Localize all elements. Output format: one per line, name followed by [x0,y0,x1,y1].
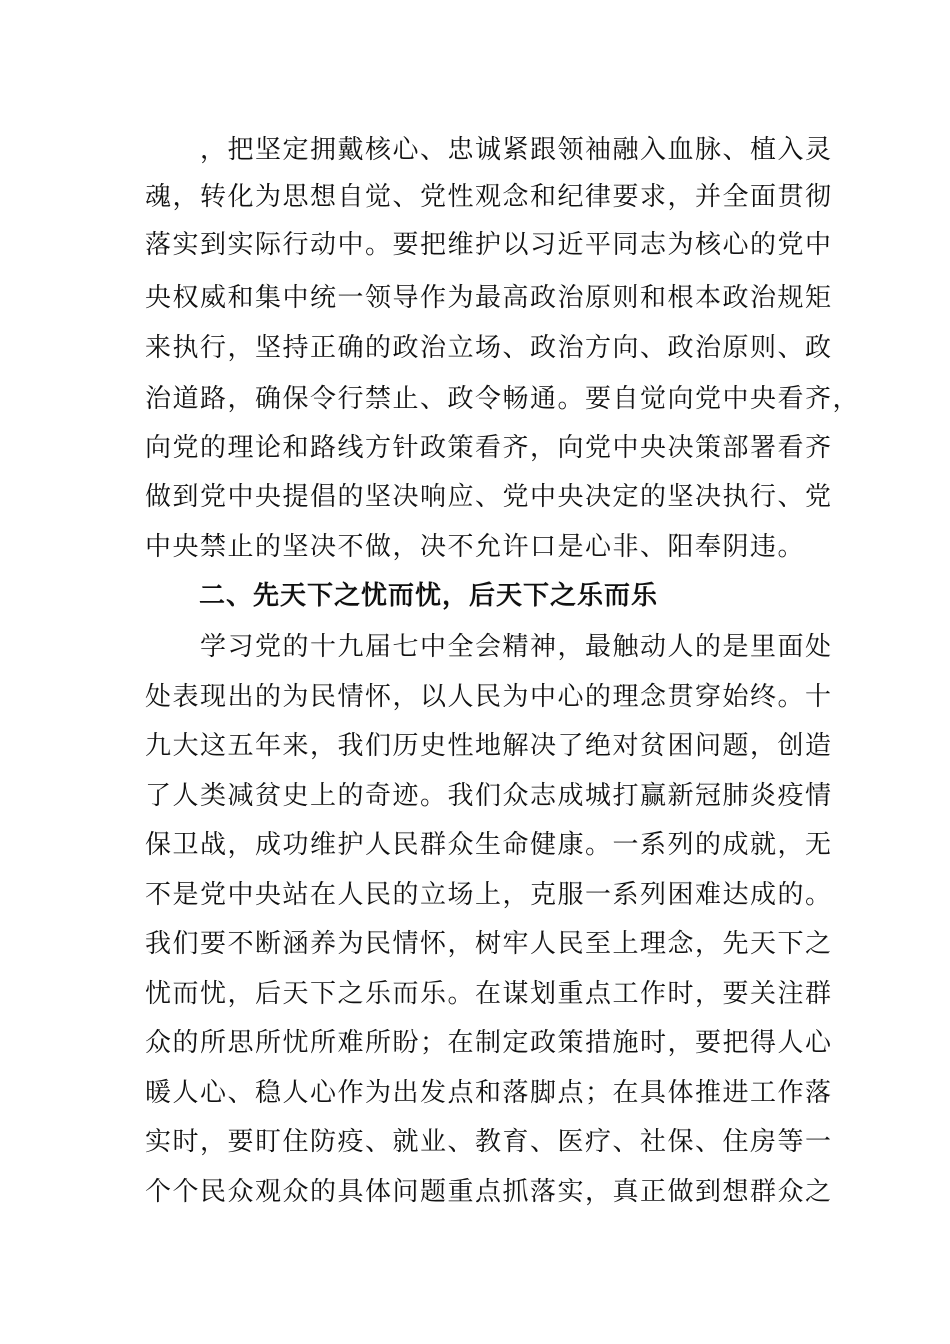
paragraph-line: ，把坚定拥戴核心、忠诚紧跟领袖融入血脉、植入灵 [145,135,833,165]
section-heading: 二、先天下之忧而忧，后天下之乐而乐 [145,581,659,611]
paragraph-line: 不是党中央站在人民的立场上，克服一系列困难达成的。 [145,880,833,910]
paragraph-line: 来执行，坚持正确的政治立场、政治方向、政治原则、政 [145,333,833,363]
paragraph-line: 魂，转化为思想自觉、党性观念和纪律要求，并全面贯彻 [145,182,833,212]
paragraph-line: 中央禁止的坚决不做，决不允许口是心非、阳奉阴违。 [145,532,806,562]
paragraph-line: 落实到实际行动中。要把维护以习近平同志为核心的党中 [145,230,833,260]
paragraph-line: 央权威和集中统一领导作为最高政治原则和根本政治规矩 [145,283,833,313]
paragraph-line: 九大这五年来，我们历史性地解决了绝对贫困问题，创造 [145,731,833,761]
paragraph-line: 做到党中央提倡的坚决响应、党中央决定的坚决执行、党 [145,482,833,512]
paragraph-line: 学习党的十九届七中全会精神，最触动人的是里面处 [145,632,833,662]
paragraph-line: 忧而忧，后天下之乐而乐。在谋划重点工作时，要关注群 [145,979,833,1009]
paragraph-line: 个个民众观众的具体问题重点抓落实，真正做到想群众之 [145,1177,833,1207]
paragraph-line: 向党的理论和路线方针政策看齐，向党中央决策部署看齐 [145,433,833,463]
paragraph-line: 处表现出的为民情怀，以人民为中心的理念贯穿始终。十 [145,682,833,712]
paragraph-line: 我们要不断涵养为民情怀，树牢人民至上理念，先天下之 [145,929,833,959]
paragraph-line: 了人类减贫史上的奇迹。我们众志成城打赢新冠肺炎疫情 [145,781,833,811]
paragraph-line: 众的所思所忧所难所盼；在制定政策措施时，要把得人心 [145,1028,833,1058]
paragraph-line: 暖人心、稳人心作为出发点和落脚点；在具体推进工作落 [145,1078,833,1108]
paragraph-line: 实时，要盯住防疫、就业、教育、医疗、社保、住房等一 [145,1127,833,1157]
paragraph-line: 保卫战，成功维护人民群众生命健康。一系列的成就，无 [145,830,833,860]
paragraph-line: 治道路，确保令行禁止、政令畅通。要自觉向党中央看齐， [145,384,861,414]
